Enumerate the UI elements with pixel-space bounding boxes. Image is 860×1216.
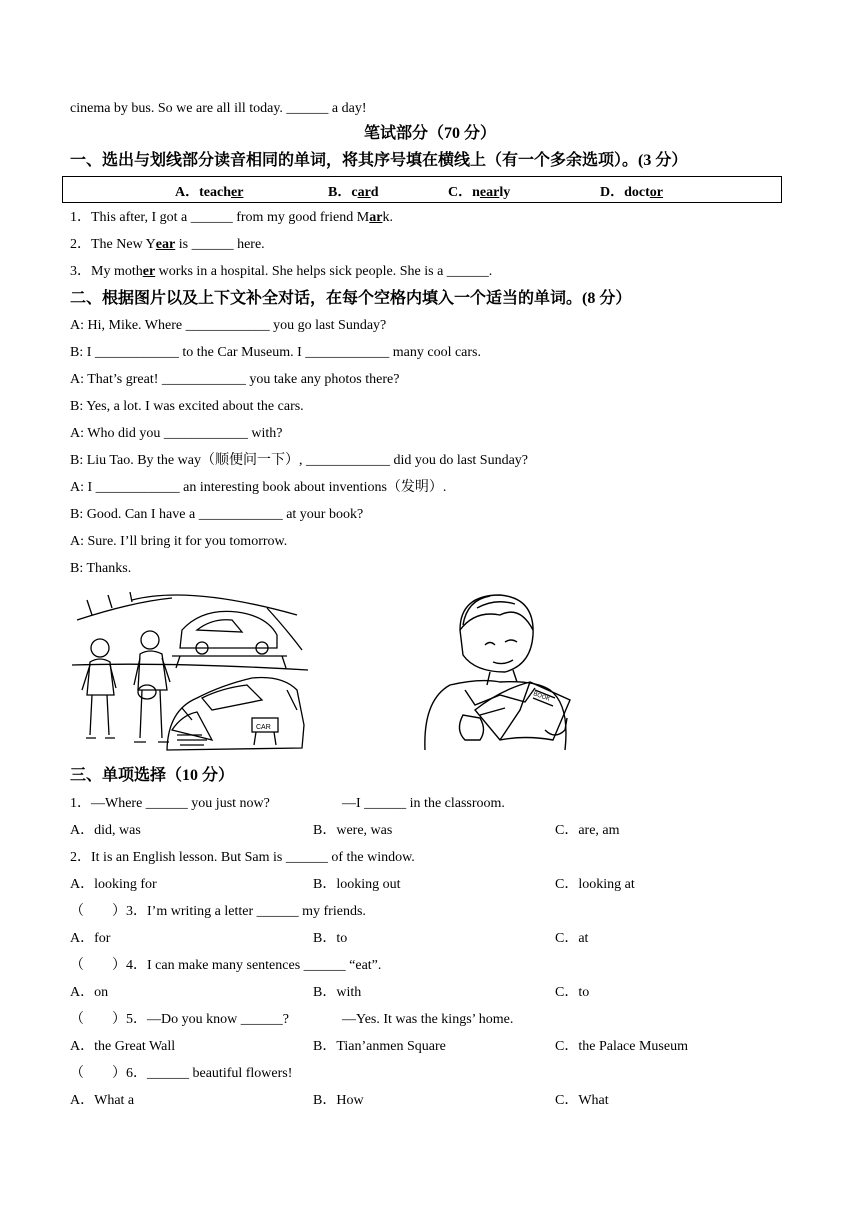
option-d: D．doctor [600,185,663,200]
dialogue-line: A: That’s great! ____________ you take any photos there? [70,372,400,387]
dialogue-line: B: Yes, a lot. I was excited about the cars. [70,399,304,414]
dialogue-line: B: Thanks. [70,561,132,576]
options-box [62,176,782,203]
q2-option-a[interactable]: A．looking for [70,877,157,892]
section1-heading: 一、选出与划线部分读音相同的单词，将其序号填在横线上（有一个多余选项）。(3 分） [70,152,688,169]
q1-option-c[interactable]: C．are, am [555,823,620,838]
dialogue-line: A: Hi, Mike. Where ____________ you go last Sunday? [70,318,387,333]
dialogue-line: B: I ____________ to the Car Museum. I ____________ many cool cars. [70,345,482,360]
dialogue-line: A: Who did you ____________ with? [70,426,283,441]
q6-option-b[interactable]: B．How [313,1093,364,1108]
q1-stem: 1．—Where ______ you just now? [70,796,270,811]
q4-option-b[interactable]: B．with [313,985,362,1000]
s1-item-3: 3．My mother works in a hospital. She helps sick people. She is a ______. [70,264,493,279]
q5-stem: （ ）5．—Do you know ______? [70,1012,289,1027]
q3-option-c[interactable]: C．at [555,931,589,946]
q2-option-b[interactable]: B．looking out [313,877,401,892]
boy-reading-illustration [405,590,580,755]
dialogue-line: A: I ____________ an interesting book about inventions（发明）. [70,480,447,495]
q4-option-c[interactable]: C．to [555,985,590,1000]
q4-stem: （ ）4．I can make many sentences ______ “eat”. [70,958,382,973]
option-b: B．card [328,185,379,200]
q4-option-a[interactable]: A．on [70,985,109,1000]
section3-heading: 三、单项选择（10 分） [70,767,235,784]
q2-option-c[interactable]: C．looking at [555,877,635,892]
dialogue-line: B: Good. Can I have a ____________ at your book? [70,507,364,522]
q5-option-b[interactable]: B．Tian’anmen Square [313,1039,446,1054]
dialogue-line: B: Liu Tao. By the way（顺便问一下）, ____________ did you do last Sunday? [70,453,529,468]
dialogue-line: A: Sure. I’ll bring it for you tomorrow. [70,534,288,549]
s1-item-1: 1．This after, I got a ______ from my good friend Mark. [70,210,393,225]
continued-text: cinema by bus. So we are all ill today. ______ a day! [70,101,367,116]
q3-option-b[interactable]: B．to [313,931,348,946]
written-part-title: 笔试部分（70 分） [363,125,496,142]
q6-stem: （ ）6．______ beautiful flowers! [70,1066,293,1081]
q5-stem2: —Yes. It was the kings’ home. [342,1012,514,1027]
option-a: A．teacher [175,185,244,200]
option-c: C．nearly [448,185,511,200]
car-sign-text: CAR [256,724,271,731]
section2-heading: 二、根据图片以及上下文补全对话，在每个空格内填入一个适当的单词。(8 分） [70,290,632,307]
q6-option-c[interactable]: C．What [555,1093,609,1108]
q6-option-a[interactable]: A．What a [70,1093,135,1108]
q5-option-c[interactable]: C．the Palace Museum [555,1039,688,1054]
q2-stem: 2．It is an English lesson. But Sam is ______ of the window. [70,850,415,865]
q3-stem: （ ）3．I’m writing a letter ______ my friends. [70,904,366,919]
book-cover-text: BOOK [532,691,551,703]
q1-option-b[interactable]: B．were, was [313,823,393,838]
q5-option-a[interactable]: A．the Great Wall [70,1039,176,1054]
car-museum-illustration [72,590,308,755]
s1-item-2: 2．The New Year is ______ here. [70,237,265,252]
q1-option-a[interactable]: A．did, was [70,823,141,838]
q3-option-a[interactable]: A．for [70,931,111,946]
q1-stem2: —I ______ in the classroom. [342,796,505,811]
